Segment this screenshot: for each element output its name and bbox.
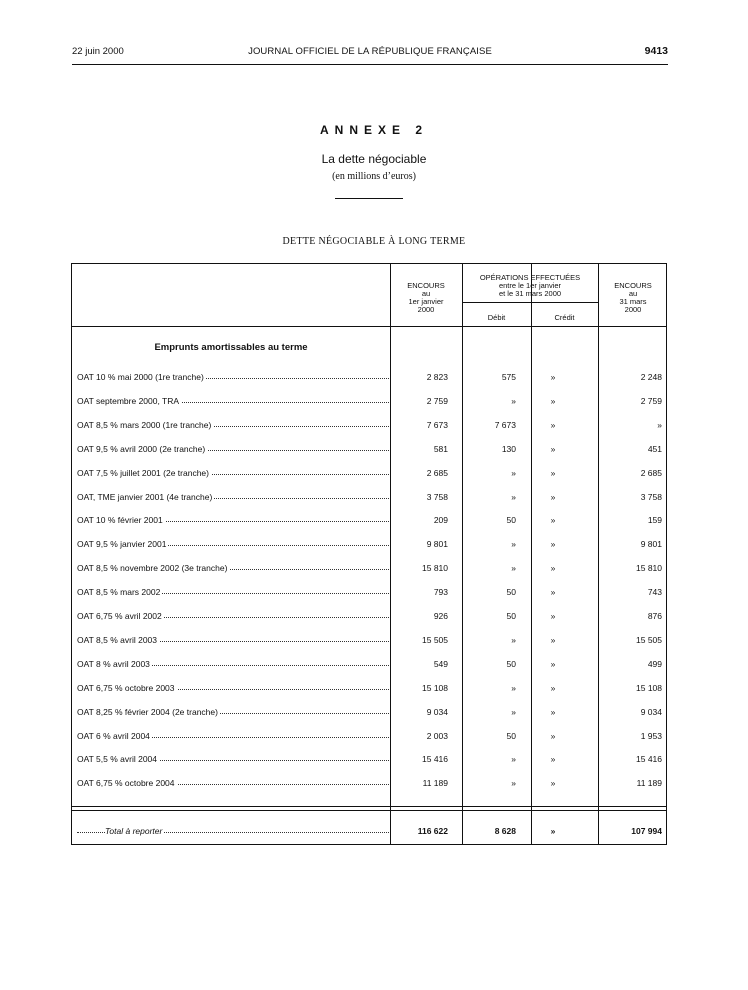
cell-encours-end: 2 248 — [640, 372, 662, 382]
col-header-line: ENCOURS — [407, 281, 445, 290]
cell-encours-end: 1 953 — [640, 730, 662, 741]
debt-table — [71, 263, 667, 845]
cell-encours-start: 549 — [433, 658, 448, 669]
cell-credit: » — [550, 467, 556, 478]
cell-encours-end: » — [657, 419, 662, 430]
cell-credit: » — [550, 563, 556, 574]
table-row — [72, 778, 666, 792]
cell-credit: » — [550, 443, 556, 454]
group-label: Emprunts amortissables au terme — [154, 342, 308, 353]
table-row — [72, 372, 666, 386]
cell-credit: » — [550, 634, 556, 645]
row-label: OAT 10 % février 2001 — [77, 515, 389, 525]
table-row — [72, 659, 666, 673]
cell-encours-start: 2 759 — [426, 395, 448, 406]
cell-credit: » — [550, 778, 556, 789]
cell-encours-end: 9 801 — [640, 539, 662, 550]
cell-encours-start: 209 — [433, 515, 448, 526]
total-debit: 8 628 — [494, 826, 516, 836]
cell-debit: » — [511, 754, 516, 765]
total-credit: » — [550, 826, 556, 836]
total-top-rule-double — [72, 810, 666, 811]
cell-debit: » — [511, 706, 516, 717]
cell-encours-start: 9 034 — [426, 706, 448, 717]
col-header-operations — [464, 274, 596, 298]
row-label: OAT 10 % mai 2000 (1re tranche) — [77, 372, 389, 382]
cell-debit: 130 — [501, 443, 516, 454]
cell-debit: 50 — [506, 515, 516, 526]
row-label: OAT 8,5 % mars 2002 — [77, 587, 389, 597]
cell-encours-start: 3 758 — [426, 491, 448, 502]
row-label: OAT 6,75 % octobre 2004 — [77, 778, 389, 788]
cell-encours-end: 876 — [647, 611, 662, 621]
col-header-line: 1er janvier — [408, 297, 444, 306]
units-note: (en millions d’euros) — [332, 171, 416, 182]
cell-encours-end: 15 810 — [636, 563, 662, 574]
table-row — [72, 468, 666, 482]
cell-encours-start: 2 003 — [426, 730, 448, 741]
row-label: OAT 7,5 % juillet 2001 (2e tranche) — [77, 468, 389, 478]
cell-credit: » — [550, 539, 556, 550]
row-label: OAT 6,75 % octobre 2003 — [77, 683, 389, 693]
document-subtitle: La dette négociable — [321, 152, 427, 166]
col-header-line: 31 mars — [619, 297, 647, 306]
cell-encours-start: 15 108 — [422, 682, 448, 693]
row-label: OAT 9,5 % janvier 2001 — [77, 539, 389, 549]
cell-debit: 50 — [506, 658, 516, 669]
table-row — [72, 754, 666, 768]
col-header-line: OPÉRATIONS EFFECTUÉES — [479, 273, 581, 282]
annexe-title: ANNEXE 2 — [319, 123, 429, 137]
cell-debit: » — [511, 682, 516, 693]
table-row — [72, 635, 666, 649]
cell-debit: » — [511, 491, 516, 502]
cell-encours-start: 9 801 — [426, 539, 448, 550]
col-header-line: entre le 1er janvier — [498, 281, 562, 290]
cell-debit: » — [511, 539, 516, 550]
running-header — [72, 44, 668, 60]
cell-credit: » — [550, 754, 556, 765]
table-row — [72, 707, 666, 721]
table-row — [72, 539, 666, 553]
col-header-credit: Crédit — [554, 313, 575, 322]
cell-debit: 7 673 — [494, 419, 516, 430]
journal-title: JOURNAL OFFICIEL DE LA RÉPUBLIQUE FRANÇAISE — [248, 46, 492, 57]
cell-encours-end: 499 — [647, 658, 662, 669]
cell-credit: » — [550, 419, 556, 430]
total-encours-start: 116 622 — [417, 826, 448, 836]
cell-credit: » — [550, 611, 556, 621]
cell-encours-end: 9 034 — [640, 706, 662, 717]
table-row — [72, 444, 666, 458]
cell-credit: » — [550, 395, 556, 406]
cell-credit: » — [550, 730, 556, 741]
total-row — [72, 826, 666, 840]
table-row — [72, 611, 666, 625]
table-row — [72, 731, 666, 745]
row-label: OAT, TME janvier 2001 (4e tranche) — [77, 492, 389, 502]
cell-credit: » — [550, 491, 556, 502]
cell-encours-end: 11 189 — [636, 778, 662, 789]
table-row — [72, 396, 666, 410]
col-header-line: ENCOURS — [614, 281, 652, 290]
row-label: OAT 5,5 % avril 2004 — [77, 754, 389, 764]
header-rule — [72, 64, 668, 65]
header-date: 22 juin 2000 — [72, 46, 124, 57]
cell-encours-start: 926 — [433, 611, 448, 621]
cell-debit: 50 — [506, 611, 516, 621]
cell-encours-end: 159 — [647, 515, 662, 526]
cell-encours-end: 2 759 — [640, 395, 662, 406]
cell-encours-start: 15 505 — [422, 634, 448, 645]
section-title: DETTE NÉGOCIABLE À LONG TERME — [282, 236, 466, 247]
row-label: OAT 8,25 % février 2004 (2e tranche) — [77, 707, 389, 717]
row-label: OAT 8 % avril 2003 — [77, 659, 389, 669]
row-label: OAT 8,5 % novembre 2002 (3e tranche) — [77, 563, 389, 573]
row-label: OAT 6,75 % avril 2002 — [77, 611, 389, 621]
col-header-line: 2000 — [417, 305, 435, 314]
cell-encours-start: 15 416 — [422, 754, 448, 765]
table-row — [72, 587, 666, 601]
operations-subrule — [462, 302, 598, 303]
cell-encours-start: 581 — [433, 443, 448, 454]
cell-encours-start: 2 823 — [426, 372, 448, 382]
cell-encours-end: 15 505 — [636, 634, 662, 645]
cell-encours-end: 2 685 — [640, 467, 662, 478]
col-header-debit: Débit — [487, 313, 506, 322]
cell-encours-start: 7 673 — [426, 419, 448, 430]
table-row — [72, 683, 666, 697]
separator-rule — [335, 198, 403, 199]
cell-debit: 50 — [506, 730, 516, 741]
header-bottom-rule — [72, 326, 666, 327]
cell-debit: » — [511, 563, 516, 574]
row-label: OAT 6 % avril 2004 — [77, 731, 389, 741]
cell-encours-start: 11 189 — [422, 778, 448, 789]
row-label: OAT 8,5 % avril 2003 — [77, 635, 389, 645]
cell-encours-end: 451 — [647, 443, 662, 454]
total-encours-end: 107 994 — [631, 826, 662, 836]
cell-encours-end: 3 758 — [640, 491, 662, 502]
cell-credit: » — [550, 682, 556, 693]
col-header-line: au — [421, 289, 431, 298]
cell-credit: » — [550, 515, 556, 526]
cell-debit: 50 — [506, 587, 516, 598]
col-header-line: et le 31 mars 2000 — [498, 289, 562, 298]
cell-debit: » — [511, 395, 516, 406]
cell-credit: » — [550, 587, 556, 598]
col-header-encours-end — [600, 282, 666, 314]
cell-encours-end: 15 108 — [636, 682, 662, 693]
row-label: OAT 8,5 % mars 2000 (1re tranche) — [77, 420, 389, 430]
cell-encours-start: 2 685 — [426, 467, 448, 478]
cell-debit: » — [511, 634, 516, 645]
cell-encours-end: 15 416 — [636, 754, 662, 765]
cell-encours-end: 743 — [647, 587, 662, 598]
table-row — [72, 420, 666, 434]
total-label: Total à reporter — [77, 826, 389, 836]
cell-encours-start: 793 — [433, 587, 448, 598]
table-row — [72, 492, 666, 506]
cell-credit: » — [550, 372, 556, 382]
row-label: OAT septembre 2000, TRA — [77, 396, 389, 406]
row-label: OAT 9,5 % avril 2000 (2e tranche) — [77, 444, 389, 454]
cell-credit: » — [550, 658, 556, 669]
cell-credit: » — [550, 706, 556, 717]
table-row — [72, 563, 666, 577]
cell-debit: 575 — [501, 372, 516, 382]
page-number: 9413 — [644, 45, 668, 57]
table-row — [72, 515, 666, 529]
cell-encours-start: 15 810 — [422, 563, 448, 574]
cell-debit: » — [511, 467, 516, 478]
total-top-rule — [72, 806, 666, 807]
cell-debit: » — [511, 778, 516, 789]
col-header-line: 2000 — [624, 305, 642, 314]
col-header-encours-start — [392, 282, 460, 314]
col-header-line: au — [628, 289, 638, 298]
